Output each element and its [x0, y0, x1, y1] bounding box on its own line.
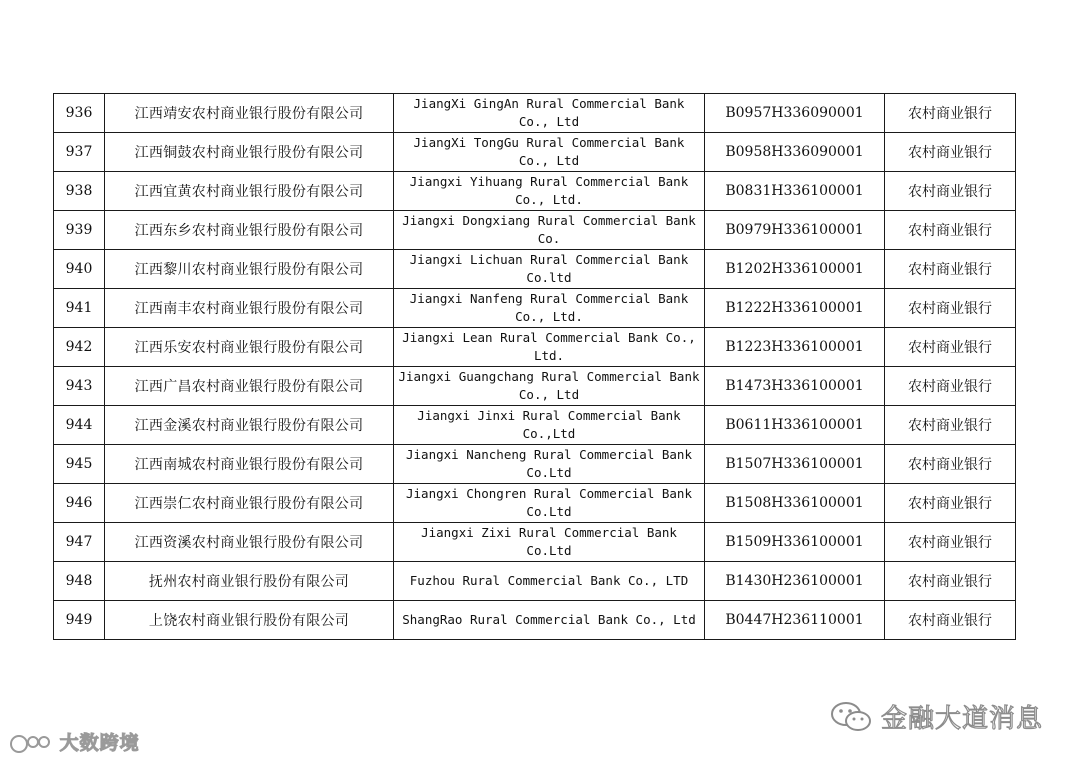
english-name-line: Jiangxi Guangchang Rural Commercial Bank	[398, 369, 700, 384]
table-row	[54, 562, 1016, 601]
institution-type-cell: 农村商业银行	[885, 94, 1016, 133]
row-number-cell: 938	[54, 172, 105, 211]
row-number-cell: 937	[54, 133, 105, 172]
bank-list-body	[54, 94, 1016, 640]
institution-code-cell: B0957H336090001	[705, 94, 885, 133]
table-row	[54, 484, 1016, 523]
english-name-line: Co., Ltd	[518, 387, 580, 402]
institution-type-cell: 农村商业银行	[885, 211, 1016, 250]
institution-type-cell: 农村商业银行	[885, 289, 1016, 328]
english-name-line: Ltd.	[533, 348, 565, 363]
english-name-cell	[394, 94, 705, 133]
bank-list-table-wrapper	[53, 93, 1016, 640]
institution-code-cell: B1430H236100001	[705, 562, 885, 601]
table-row	[54, 133, 1016, 172]
english-name-line: Jiangxi Chongren Rural Commercial Bank	[406, 486, 692, 501]
english-name-line: Co.,Ltd	[522, 426, 576, 441]
institution-code-cell: B0831H336100001	[705, 172, 885, 211]
english-name-line: Jiangxi Lean Rural Commercial Bank Co.,	[402, 330, 696, 345]
table-row	[54, 94, 1016, 133]
english-name-cell	[394, 562, 705, 601]
english-name-line: Co., Ltd	[518, 153, 580, 168]
institution-type-cell: 农村商业银行	[885, 406, 1016, 445]
institution-code-cell: B1508H336100001	[705, 484, 885, 523]
table-row	[54, 289, 1016, 328]
english-name-line: ShangRao Rural Commercial Bank Co., Ltd	[402, 612, 696, 627]
chinese-name-cell: 江西崇仁农村商业银行股份有限公司	[105, 484, 394, 523]
chinese-name-cell: 江西靖安农村商业银行股份有限公司	[105, 94, 394, 133]
english-name-cell	[394, 250, 705, 289]
institution-code-cell: B1223H336100001	[705, 328, 885, 367]
english-name-line: JiangXi TongGu Rural Commercial Bank	[413, 135, 685, 150]
table-row	[54, 601, 1016, 640]
institution-code-cell: B0447H236110001	[705, 601, 885, 640]
row-number-cell: 942	[54, 328, 105, 367]
english-name-line: Jiangxi Dongxiang Rural Commercial Bank	[402, 213, 696, 228]
chinese-name-cell: 上饶农村商业银行股份有限公司	[105, 601, 394, 640]
chinese-name-cell: 江西铜鼓农村商业银行股份有限公司	[105, 133, 394, 172]
row-number-cell: 939	[54, 211, 105, 250]
row-number-cell: 945	[54, 445, 105, 484]
bank-list-table	[53, 93, 1016, 640]
english-name-line: Co., Ltd.	[515, 309, 583, 324]
chinese-name-cell: 江西东乡农村商业银行股份有限公司	[105, 211, 394, 250]
table-row	[54, 250, 1016, 289]
institution-type-cell: 农村商业银行	[885, 328, 1016, 367]
chinese-name-cell: 江西黎川农村商业银行股份有限公司	[105, 250, 394, 289]
institution-code-cell: B1473H336100001	[705, 367, 885, 406]
institution-code-cell: B1202H336100001	[705, 250, 885, 289]
institution-type-cell: 农村商业银行	[885, 523, 1016, 562]
row-number-cell: 948	[54, 562, 105, 601]
watermark-right-text: 金融大道消息	[881, 704, 1044, 734]
english-name-line: Co.ltd	[526, 270, 572, 285]
institution-type-cell: 农村商业银行	[885, 367, 1016, 406]
institution-code-cell: B1507H336100001	[705, 445, 885, 484]
table-row	[54, 406, 1016, 445]
english-name-line: JiangXi GingAn Rural Commercial Bank	[413, 96, 685, 111]
watermark-left-text: 大数跨境	[59, 732, 140, 754]
table-row	[54, 172, 1016, 211]
english-name-line: Fuzhou Rural Commercial Bank Co., LTD	[409, 573, 689, 588]
institution-type-cell: 农村商业银行	[885, 484, 1016, 523]
english-name-cell	[394, 601, 705, 640]
english-name-line: Co.	[537, 231, 561, 246]
chinese-name-cell: 江西资溪农村商业银行股份有限公司	[105, 523, 394, 562]
row-number-cell: 949	[54, 601, 105, 640]
table-row	[54, 211, 1016, 250]
chinese-name-cell: 江西金溪农村商业银行股份有限公司	[105, 406, 394, 445]
english-name-line: Jiangxi Zixi Rural Commercial Bank	[421, 525, 677, 540]
english-name-cell	[394, 328, 705, 367]
institution-type-cell: 农村商业银行	[885, 445, 1016, 484]
row-number-cell: 936	[54, 94, 105, 133]
table-row	[54, 367, 1016, 406]
table-row	[54, 445, 1016, 484]
english-name-line: Jiangxi Nancheng Rural Commercial Bank	[406, 447, 692, 462]
english-name-line: Jiangxi Lichuan Rural Commercial Bank	[409, 252, 689, 267]
english-name-cell	[394, 445, 705, 484]
english-name-cell	[394, 406, 705, 445]
institution-type-cell: 农村商业银行	[885, 250, 1016, 289]
english-name-cell	[394, 211, 705, 250]
chinese-name-cell: 江西广昌农村商业银行股份有限公司	[105, 367, 394, 406]
chinese-name-cell: 江西南丰农村商业银行股份有限公司	[105, 289, 394, 328]
row-number-cell: 943	[54, 367, 105, 406]
english-name-line: Jiangxi Jinxi Rural Commercial Bank	[417, 408, 681, 423]
english-name-cell	[394, 133, 705, 172]
table-row	[54, 328, 1016, 367]
institution-type-cell: 农村商业银行	[885, 562, 1016, 601]
institution-code-cell: B0979H336100001	[705, 211, 885, 250]
english-name-line: Co.Ltd	[526, 465, 572, 480]
english-name-line: Co., Ltd.	[515, 192, 583, 207]
chinese-name-cell: 江西乐安农村商业银行股份有限公司	[105, 328, 394, 367]
table-row	[54, 523, 1016, 562]
row-number-cell: 946	[54, 484, 105, 523]
row-number-cell: 941	[54, 289, 105, 328]
institution-type-cell: 农村商业银行	[885, 601, 1016, 640]
chinese-name-cell: 抚州农村商业银行股份有限公司	[105, 562, 394, 601]
english-name-line: Co.Ltd	[526, 543, 572, 558]
english-name-cell	[394, 289, 705, 328]
english-name-cell	[394, 484, 705, 523]
row-number-cell: 940	[54, 250, 105, 289]
institution-code-cell: B0958H336090001	[705, 133, 885, 172]
institution-code-cell: B1222H336100001	[705, 289, 885, 328]
institution-code-cell: B0611H336100001	[705, 406, 885, 445]
row-number-cell: 944	[54, 406, 105, 445]
english-name-cell	[394, 172, 705, 211]
chinese-name-cell: 江西宜黄农村商业银行股份有限公司	[105, 172, 394, 211]
institution-code-cell: B1509H336100001	[705, 523, 885, 562]
english-name-line: Co.Ltd	[526, 504, 572, 519]
english-name-line: Co., Ltd	[518, 114, 580, 129]
wechat-icon	[829, 700, 873, 734]
watermark-right	[829, 698, 1043, 735]
chinese-name-cell: 江西南城农村商业银行股份有限公司	[105, 445, 394, 484]
institution-type-cell: 农村商业银行	[885, 133, 1016, 172]
institution-type-cell: 农村商业银行	[885, 172, 1016, 211]
english-name-line: Jiangxi Yihuang Rural Commercial Bank	[409, 174, 689, 189]
cross-border-logo-icon	[8, 733, 52, 755]
english-name-cell	[394, 367, 705, 406]
row-number-cell: 947	[54, 523, 105, 562]
watermark-left	[8, 728, 140, 755]
english-name-cell	[394, 523, 705, 562]
english-name-line: Jiangxi Nanfeng Rural Commercial Bank	[409, 291, 689, 306]
